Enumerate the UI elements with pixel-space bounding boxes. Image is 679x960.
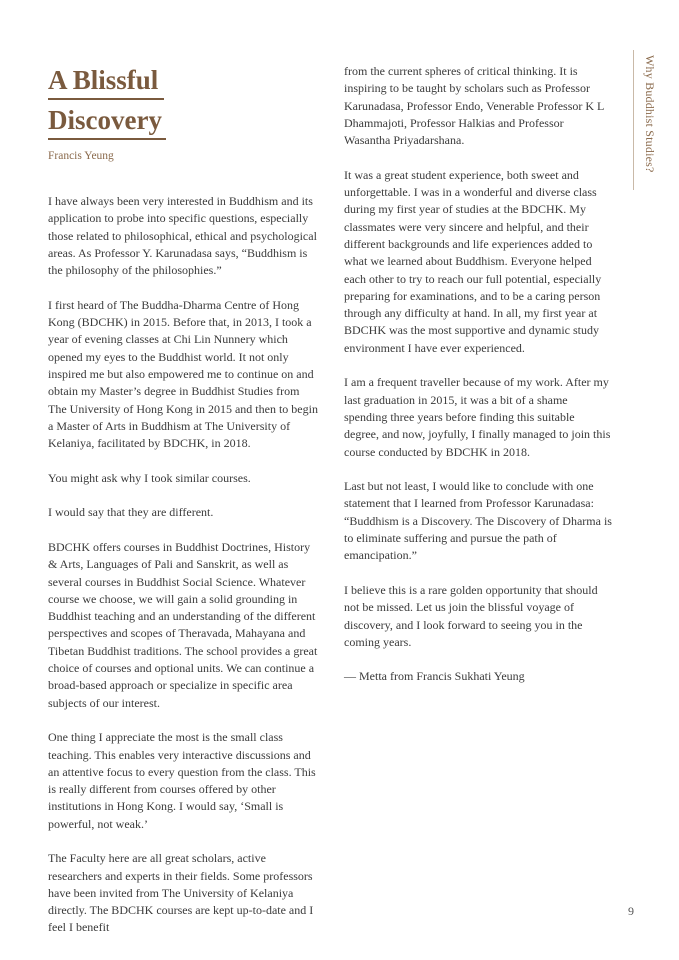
paragraph: One thing I appreciate the most is the small class teaching. This enables very interactive discussions and an attentive focus to every question from the class. This is really different from courses offered by other institutions in Hong Kong. I would say, ‘Small is powerful, not weak.’ [48,730,316,831]
left-column [48,193,318,954]
paragraph: I have always been very interested in Buddhism and its application to probe into specific questions, especially those related to philosophical, ethical and psychological areas. As Professor Y. Karunadasa says, “Buddhism is the philosophy of the philosophies.” [48,194,317,278]
paragraph: Last but not least, I would like to conclude with one statement that I learned from Professor Karunadasa: “Buddhism is a Discovery. The Discovery of Dharma is to eliminate suffering and pursue the path of emancipation.” [344,479,612,563]
paragraph: It was a great student experience, both sweet and unforgettable. I was in a wonderful and diverse class during my first year of studies at the BDCHK. My classmates were very sincere and helpful, and their different backgrounds and life experiences added to what we learned about Buddhism. Everyone helped each other to try to reach our full potential, especially preparing for examinations, and to be a caring person through any difficulty at hand. In all, my first year at BDCHK was the most supportive and dynamic study environment I have ever experienced. [344,167,602,355]
paragraph: from the current spheres of critical thinking. It is inspiring to be taught by scholars such as Professor Karunadasa, Professor Endo, Venerable Professor K L Dhammajoti, Professor Halkias and Professor Wasantha Priyadarshana. [344,64,604,148]
page-number: 9 [628,904,634,918]
paragraph: The Faculty here are all great scholars, active researchers and experts in their fields. Some professors have been invited from The University of Kelaniya directly. The BDCHK courses are kept up-to-date and I feel I benefit [48,851,314,935]
article-title [48,62,166,142]
signature-line: — Metta from Francis Sukhati Yeung [344,669,525,684]
right-column [344,63,612,703]
author-byline: Francis Yeung [48,150,114,162]
paragraph: You might ask why I took similar courses. [48,470,251,485]
section-divider [633,50,634,190]
paragraph: I first heard of The Buddha-Dharma Centre of Hong Kong (BDCHK) in 2015. Before that, in 2013, I took a year of evening classes at Chi Lin Nunnery which opened my eyes to the Buddhist world. It not only inspired me but also empowered me to continue on and obtain my Master’s degree in Buddhist Studies from The University of Hong Kong in 2015 and then to begin a Master of Arts in Buddhism at The University of Kelaniya, facilitated by BDCHK, in 2018. [48,297,318,451]
title-line-2: Discovery [48,102,166,140]
paragraph: BDCHK offers courses in Buddhist Doctrines, History & Arts, Languages of Pali and Sanskrit, as well as several courses in Buddhist Social Science. Whatever course we choose, we will gain a solid grounding in Buddhist teaching and an understanding of the different perspectives and scopes of Theravada, Mahayana and Tibetan Buddhist traditions. The school provides a great choice of courses and optional units. We can continue a broad-based approach or specialize in specific area subjects of our interest. [48,539,318,710]
paragraph: I am a frequent traveller because of my work. After my last graduation in 2015, it was a bit of a shame spending three years before finding this suitable degree, and now, joyfully, I finally managed to join this course conducted by BDCHK in 2018. [344,375,611,459]
section-label: Why Buddhist Studies? [643,55,657,173]
title-line-1: A Blissful [48,62,164,100]
paragraph: I would say that they are different. [48,505,214,520]
paragraph: I believe this is a rare golden opportunity that should not be missed. Let us join the blissful voyage of discovery, and I look forward to seeing you in the coming years. [344,582,598,649]
